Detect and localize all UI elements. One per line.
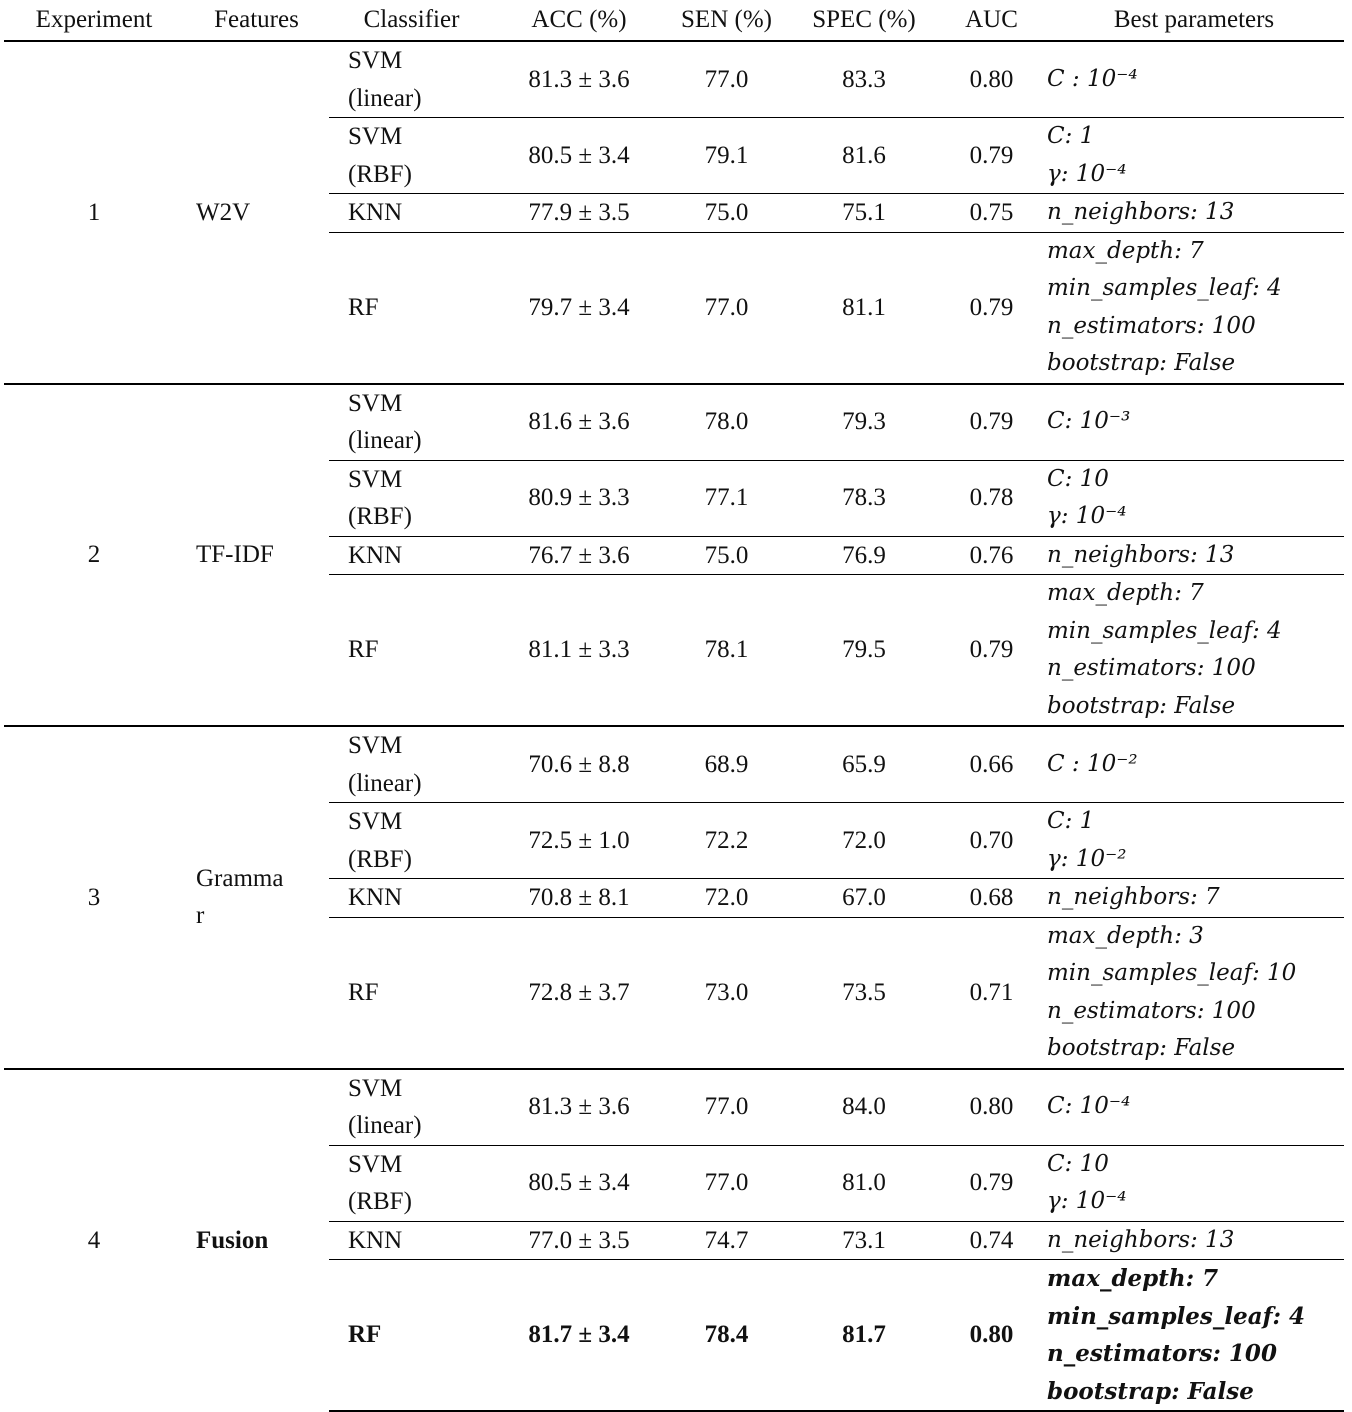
acc-cell: 81.6 ± 3.6 <box>494 384 664 461</box>
sen-cell: 77.0 <box>664 41 789 118</box>
auc-cell: 0.70 <box>939 803 1044 879</box>
best-parameters-cell <box>1044 803 1344 879</box>
sen-cell: 78.4 <box>664 1260 789 1412</box>
experiment-cell: 1 <box>4 41 184 384</box>
spec-cell: 83.3 <box>789 41 939 118</box>
acc-cell: 76.7 ± 3.6 <box>494 536 664 575</box>
parameter-line: max_depth: 3 <box>1047 922 1204 949</box>
spec-cell: 65.9 <box>789 726 939 803</box>
spec-cell: 76.9 <box>789 536 939 575</box>
spec-cell: 72.0 <box>789 803 939 879</box>
parameter-line: max_depth: 7 <box>1047 1265 1219 1292</box>
best-parameters-cell <box>1044 1260 1344 1412</box>
parameter-line: bootstrap: False <box>1047 692 1236 719</box>
sen-cell: 79.1 <box>664 118 789 194</box>
best-parameters-cell <box>1044 41 1344 118</box>
sen-cell: 72.2 <box>664 803 789 879</box>
table-body <box>4 41 1344 1411</box>
classifier-cell: RF <box>329 917 494 1069</box>
parameter-line: max_depth: 7 <box>1047 580 1204 606</box>
spec-cell: 67.0 <box>789 879 939 918</box>
parameter-line: max_depth: 7 <box>1047 237 1204 264</box>
parameter-line: n_estimators: 100 <box>1047 655 1256 681</box>
auc-cell: 0.71 <box>939 917 1044 1069</box>
sen-cell: 68.9 <box>664 726 789 803</box>
acc-cell: 72.5 ± 1.0 <box>494 803 664 879</box>
auc-cell: 0.79 <box>939 1145 1044 1221</box>
parameter-line: n_neighbors: 13 <box>1047 1226 1235 1253</box>
parameter-line: min_samples_leaf: 4 <box>1047 617 1282 644</box>
parameter-line: C: 10 <box>1047 465 1109 492</box>
best-parameters-cell <box>1044 1069 1344 1146</box>
spec-cell: 79.3 <box>789 384 939 461</box>
auc-cell: 0.79 <box>939 384 1044 461</box>
sen-cell: 78.0 <box>664 384 789 461</box>
acc-cell: 81.7 ± 3.4 <box>494 1260 664 1412</box>
table-row <box>4 384 1344 461</box>
parameter-line: n_estimators: 100 <box>1047 312 1256 339</box>
sen-cell: 72.0 <box>664 879 789 918</box>
auc-cell: 0.80 <box>939 1069 1044 1146</box>
acc-cell: 79.7 ± 3.4 <box>494 232 664 384</box>
classifier-cell: RF <box>329 232 494 384</box>
sen-cell: 73.0 <box>664 917 789 1069</box>
best-parameters-cell <box>1044 384 1344 461</box>
classifier-cell: SVM (linear) <box>329 1069 494 1146</box>
best-parameters-cell <box>1044 460 1344 536</box>
parameter-line: n_neighbors: 7 <box>1047 884 1220 910</box>
classifier-cell: SVM (linear) <box>329 41 494 118</box>
classifier-cell: SVM (RBF) <box>329 1145 494 1221</box>
best-parameters-cell <box>1044 536 1344 575</box>
classifier-cell: RF <box>329 1260 494 1412</box>
experiment-cell: 4 <box>4 1069 184 1412</box>
spec-cell: 81.6 <box>789 118 939 194</box>
spec-cell: 81.0 <box>789 1145 939 1221</box>
sen-cell: 75.0 <box>664 536 789 575</box>
classifier-cell: RF <box>329 575 494 727</box>
features-cell: W2V <box>184 41 329 384</box>
header-acc: ACC (%) <box>531 6 627 33</box>
classifier-cell: SVM (RBF) <box>329 460 494 536</box>
header-row <box>4 0 1344 41</box>
acc-cell: 81.3 ± 3.6 <box>494 1069 664 1146</box>
acc-cell: 80.9 ± 3.3 <box>494 460 664 536</box>
header-sen: SEN (%) <box>681 6 772 33</box>
parameter-line: min_samples_leaf: 10 <box>1047 960 1297 986</box>
sen-cell: 75.0 <box>664 194 789 233</box>
parameter-line: bootstrap: False <box>1047 350 1236 376</box>
sen-cell: 77.0 <box>664 1069 789 1146</box>
parameter-line: γ: 10⁻² <box>1047 845 1127 872</box>
auc-cell: 0.74 <box>939 1221 1044 1260</box>
best-parameters-cell <box>1044 917 1344 1069</box>
parameter-line: C: 10 <box>1047 1150 1109 1177</box>
best-parameters-cell <box>1044 879 1344 918</box>
spec-cell: 73.5 <box>789 917 939 1069</box>
spec-cell: 73.1 <box>789 1221 939 1260</box>
results-table <box>4 0 1344 1412</box>
acc-cell: 80.5 ± 3.4 <box>494 118 664 194</box>
best-parameters-cell <box>1044 118 1344 194</box>
sen-cell: 77.1 <box>664 460 789 536</box>
experiment-cell: 3 <box>4 726 184 1069</box>
header-classifier: Classifier <box>363 6 460 33</box>
spec-cell: 84.0 <box>789 1069 939 1146</box>
acc-cell: 70.6 ± 8.8 <box>494 726 664 803</box>
best-parameters-cell <box>1044 575 1344 727</box>
spec-cell: 81.1 <box>789 232 939 384</box>
parameter-line: min_samples_leaf: 4 <box>1047 275 1282 301</box>
best-parameters-cell <box>1044 232 1344 384</box>
parameter-line: C: 10⁻³ <box>1047 408 1131 435</box>
classifier-cell: KNN <box>329 194 494 233</box>
header-features: Features <box>214 6 299 33</box>
parameter-line: n_neighbors: 13 <box>1047 199 1235 225</box>
acc-cell: 80.5 ± 3.4 <box>494 1145 664 1221</box>
acc-cell: 72.8 ± 3.7 <box>494 917 664 1069</box>
parameter-line: C: 1 <box>1047 808 1095 834</box>
parameter-line: C: 1 <box>1047 123 1095 149</box>
sen-cell: 77.0 <box>664 1145 789 1221</box>
acc-cell: 81.3 ± 3.6 <box>494 41 664 118</box>
auc-cell: 0.78 <box>939 460 1044 536</box>
parameter-line: n_neighbors: 13 <box>1047 541 1235 568</box>
table-row <box>4 41 1344 118</box>
best-parameters-cell <box>1044 1221 1344 1260</box>
parameter-line: bootstrap: False <box>1047 1035 1236 1061</box>
header-experiment: Experiment <box>35 6 153 33</box>
spec-cell: 79.5 <box>789 575 939 727</box>
best-parameters-cell <box>1044 726 1344 803</box>
auc-cell: 0.68 <box>939 879 1044 918</box>
parameter-line: bootstrap: False <box>1047 1377 1254 1405</box>
parameter-line: γ: 10⁻⁴ <box>1047 1188 1127 1214</box>
spec-cell: 78.3 <box>789 460 939 536</box>
spec-cell: 81.7 <box>789 1260 939 1412</box>
auc-cell: 0.76 <box>939 536 1044 575</box>
acc-cell: 81.1 ± 3.3 <box>494 575 664 727</box>
auc-cell: 0.80 <box>939 1260 1044 1412</box>
auc-cell: 0.79 <box>939 118 1044 194</box>
header-spec: SPEC (%) <box>812 6 916 33</box>
spec-cell: 75.1 <box>789 194 939 233</box>
parameter-line: n_estimators: 100 <box>1047 1340 1277 1367</box>
parameter-line: C : 10⁻⁴ <box>1047 65 1138 92</box>
sen-cell: 77.0 <box>664 232 789 384</box>
auc-cell: 0.79 <box>939 232 1044 384</box>
parameter-line: n_estimators: 100 <box>1047 997 1256 1024</box>
classifier-cell: SVM (linear) <box>329 384 494 461</box>
experiment-cell: 2 <box>4 384 184 727</box>
classifier-cell: SVM (RBF) <box>329 118 494 194</box>
parameter-line: min_samples_leaf: 4 <box>1047 1302 1306 1330</box>
table-row <box>4 1069 1344 1146</box>
auc-cell: 0.79 <box>939 575 1044 727</box>
classifier-cell: KNN <box>329 879 494 918</box>
parameter-line: γ: 10⁻⁴ <box>1047 503 1127 529</box>
parameter-line: C: 10⁻⁴ <box>1047 1093 1131 1120</box>
sen-cell: 74.7 <box>664 1221 789 1260</box>
best-parameters-cell <box>1044 1145 1344 1221</box>
header-auc: AUC <box>965 6 1018 33</box>
acc-cell: 70.8 ± 8.1 <box>494 879 664 918</box>
classifier-cell: SVM (linear) <box>329 726 494 803</box>
classifier-cell: SVM (RBF) <box>329 803 494 879</box>
classifier-cell: KNN <box>329 1221 494 1260</box>
features-cell: Fusion <box>184 1069 329 1412</box>
best-parameters-cell <box>1044 194 1344 233</box>
parameter-line: C : 10⁻² <box>1047 750 1138 777</box>
auc-cell: 0.66 <box>939 726 1044 803</box>
auc-cell: 0.75 <box>939 194 1044 233</box>
header-best-parameters: Best parameters <box>1113 6 1275 33</box>
table-row <box>4 726 1344 803</box>
features-cell: TF-IDF <box>184 384 329 727</box>
sen-cell: 78.1 <box>664 575 789 727</box>
parameter-line: γ: 10⁻⁴ <box>1047 160 1127 187</box>
acc-cell: 77.0 ± 3.5 <box>494 1221 664 1260</box>
classifier-cell: KNN <box>329 536 494 575</box>
auc-cell: 0.80 <box>939 41 1044 118</box>
features-cell: Gramma r <box>184 726 329 1069</box>
acc-cell: 77.9 ± 3.5 <box>494 194 664 233</box>
